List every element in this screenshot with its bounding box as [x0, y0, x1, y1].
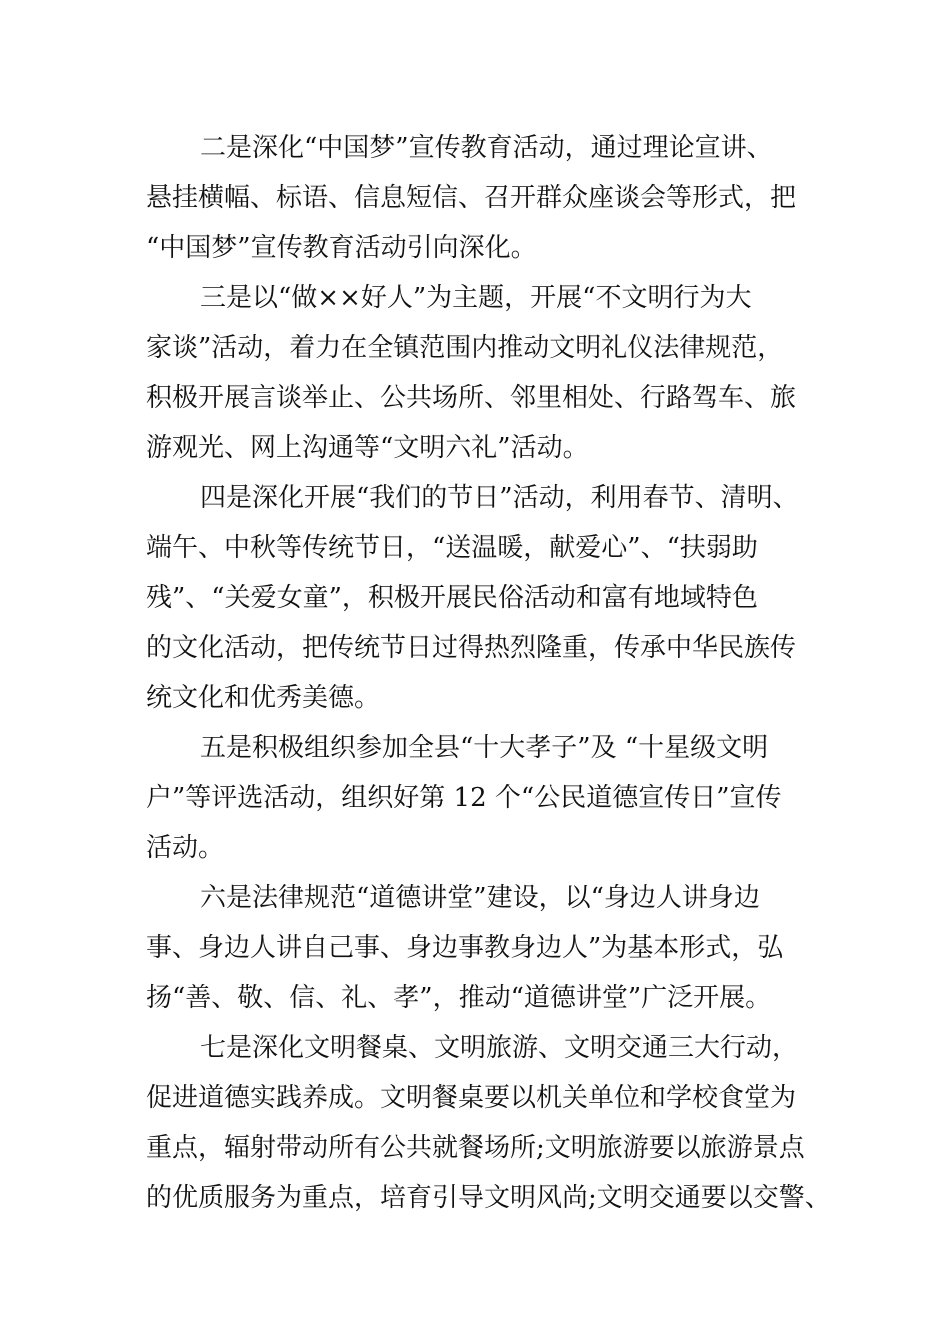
text-line: 的优质服务为重点，培育引导文明风尚;文明交通要以交警、 — [146, 1183, 831, 1213]
text-line: 统文化和优秀美德。 — [146, 683, 381, 713]
text-line: 扬“善、敬、信、礼、孝”，推动“道德讲堂”广泛开展。 — [146, 983, 772, 1013]
text-line: 积极开展言谈举止、公共场所、邻里相处、行路驾车、旅 — [146, 383, 797, 413]
text-line: “中国梦”宣传教育活动引向深化。 — [146, 233, 537, 263]
text-line: 促进道德实践养成。文明餐桌要以机关单位和学校食堂为 — [146, 1083, 797, 1113]
text-line: 的文化活动，把传统节日过得热烈隆重，传承中华民族传 — [146, 633, 797, 663]
text-line: 家谈”活动，着力在全镇范围内推动文明礼仪法律规范， — [146, 333, 784, 363]
text-line: 三是以“做××好人”为主题，开展“不文明行为大 — [200, 283, 752, 313]
text-line: 残”、“关爱女童”，积极开展民俗活动和富有地域特色 — [146, 583, 758, 613]
text-line: 五是积极组织参加全县“十大孝子”及 “十星级文明 — [200, 733, 769, 763]
text-line: 活动。 — [146, 833, 225, 863]
text-line: 重点，辐射带动所有公共就餐场所;文明旅游要以旅游景点 — [146, 1133, 805, 1163]
text-line: 端午、中秋等传统节日，“送温暖，献爱心”、“扶弱助 — [146, 533, 758, 563]
text-line: 二是深化“中国梦”宣传教育活动，通过理论宣讲、 — [200, 133, 773, 163]
text-line: 六是法律规范“道德讲堂”建设，以“身边人讲身边 — [200, 883, 760, 913]
text-line: 四是深化开展“我们的节日”活动，利用春节、清明、 — [200, 483, 799, 513]
text-line: 户”等评选活动，组织好第 12 个“公民道德宣传日”宣传 — [146, 783, 782, 813]
text-line: 悬挂横幅、标语、信息短信、召开群众座谈会等形式，把 — [146, 183, 797, 213]
text-line: 事、身边人讲自己事、身边事教身边人”为基本形式，弘 — [146, 933, 784, 963]
text-line: 游观光、网上沟通等“文明六礼”活动。 — [146, 433, 589, 463]
text-line: 七是深化文明餐桌、文明旅游、文明交通三大行动， — [200, 1033, 799, 1063]
